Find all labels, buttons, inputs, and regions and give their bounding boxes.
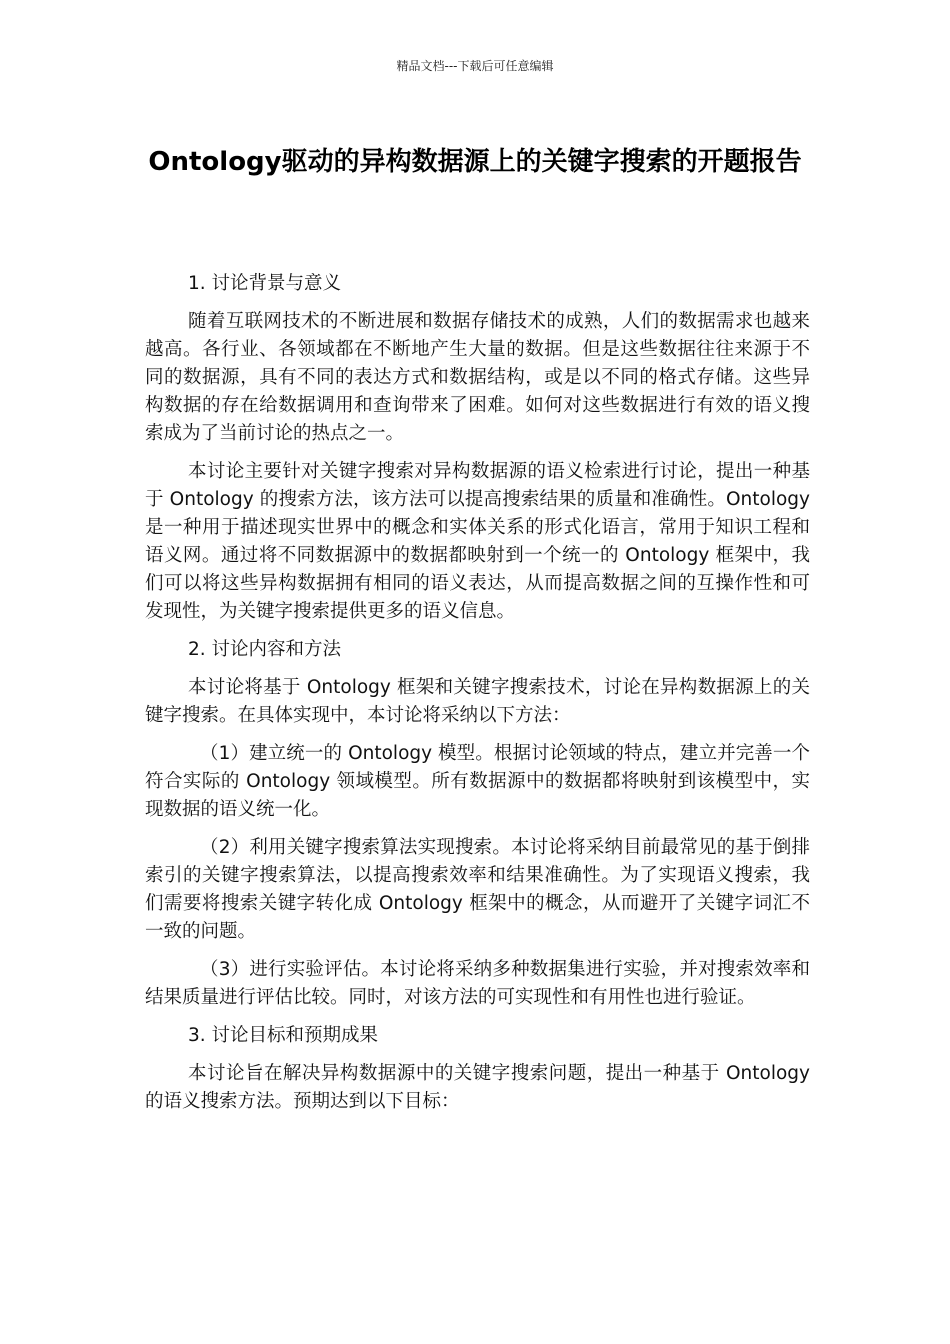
paragraph: 本讨论旨在解决异构数据源中的关键字搜索问题，提出一种基于 Ontology 的语义搜索方法。预期达到以下目标： xyxy=(145,1063,810,1112)
section-heading: 2. 讨论内容和方法 xyxy=(188,639,342,660)
section-heading: 1. 讨论背景与意义 xyxy=(188,273,342,294)
method-item: （2）利用关键字搜索算法实现搜索。本讨论将采纳目前最常见的基于倒排索引的关键字搜索算法，以提高搜索效率和结果准确性。为了实现语义搜索，我们需要将搜索关键字转化成 Ontology 框架中的概念，从而避开了关键字词汇不一致的问题。 xyxy=(145,837,810,942)
document-body xyxy=(145,270,810,1126)
page-header: 精品文档---下载后可任意编辑 xyxy=(396,59,554,73)
method-item: （3）进行实验评估。本讨论将采纳多种数据集进行实验，并对搜索效率和结果质量进行评估比较。同时，对该方法的可实现性和有用性也进行验证。 xyxy=(145,959,810,1008)
paragraph: 本讨论主要针对关键字搜索对异构数据源的语义检索进行讨论，提出一种基于 Ontology 的搜索方法，该方法可以提高搜索结果的质量和准确性。Ontology 是一种用于描述现实世界中的概念和实体关系的形式化语言，常用于知识工程和语义网。通过将不同数据源中的数据都映射到一个统一的 Ontology 框架中，我们可以将这些异构数据拥有相同的语义表达，从而提高数据之间的互操作性和可发现性，为关键字搜索提供更多的语义信息。 xyxy=(145,461,810,622)
document-title: Ontology驱动的异构数据源上的关键字搜索的开题报告 xyxy=(148,147,802,177)
paragraph: 本讨论将基于 Ontology 框架和关键字搜索技术，讨论在异构数据源上的关键字搜索。在具体实现中，本讨论将采纳以下方法： xyxy=(145,677,810,726)
section-heading: 3. 讨论目标和预期成果 xyxy=(188,1025,379,1046)
paragraph: 随着互联网技术的不断进展和数据存储技术的成熟，人们的数据需求也越来越高。各行业、各领域都在不断地产生大量的数据。但是这些数据往往来源于不同的数据源，具有不同的表达方式和数据结构，或是以不同的格式存储。这些异构数据的存在给数据调用和查询带来了困难。如何对这些数据进行有效的语义搜索成为了当前讨论的热点之一。 xyxy=(145,311,810,444)
method-item: （1）建立统一的 Ontology 模型。根据讨论领域的特点，建立并完善一个符合实际的 Ontology 领域模型。所有数据源中的数据都将映射到该模型中，实现数据的语义统一化。 xyxy=(145,743,810,820)
